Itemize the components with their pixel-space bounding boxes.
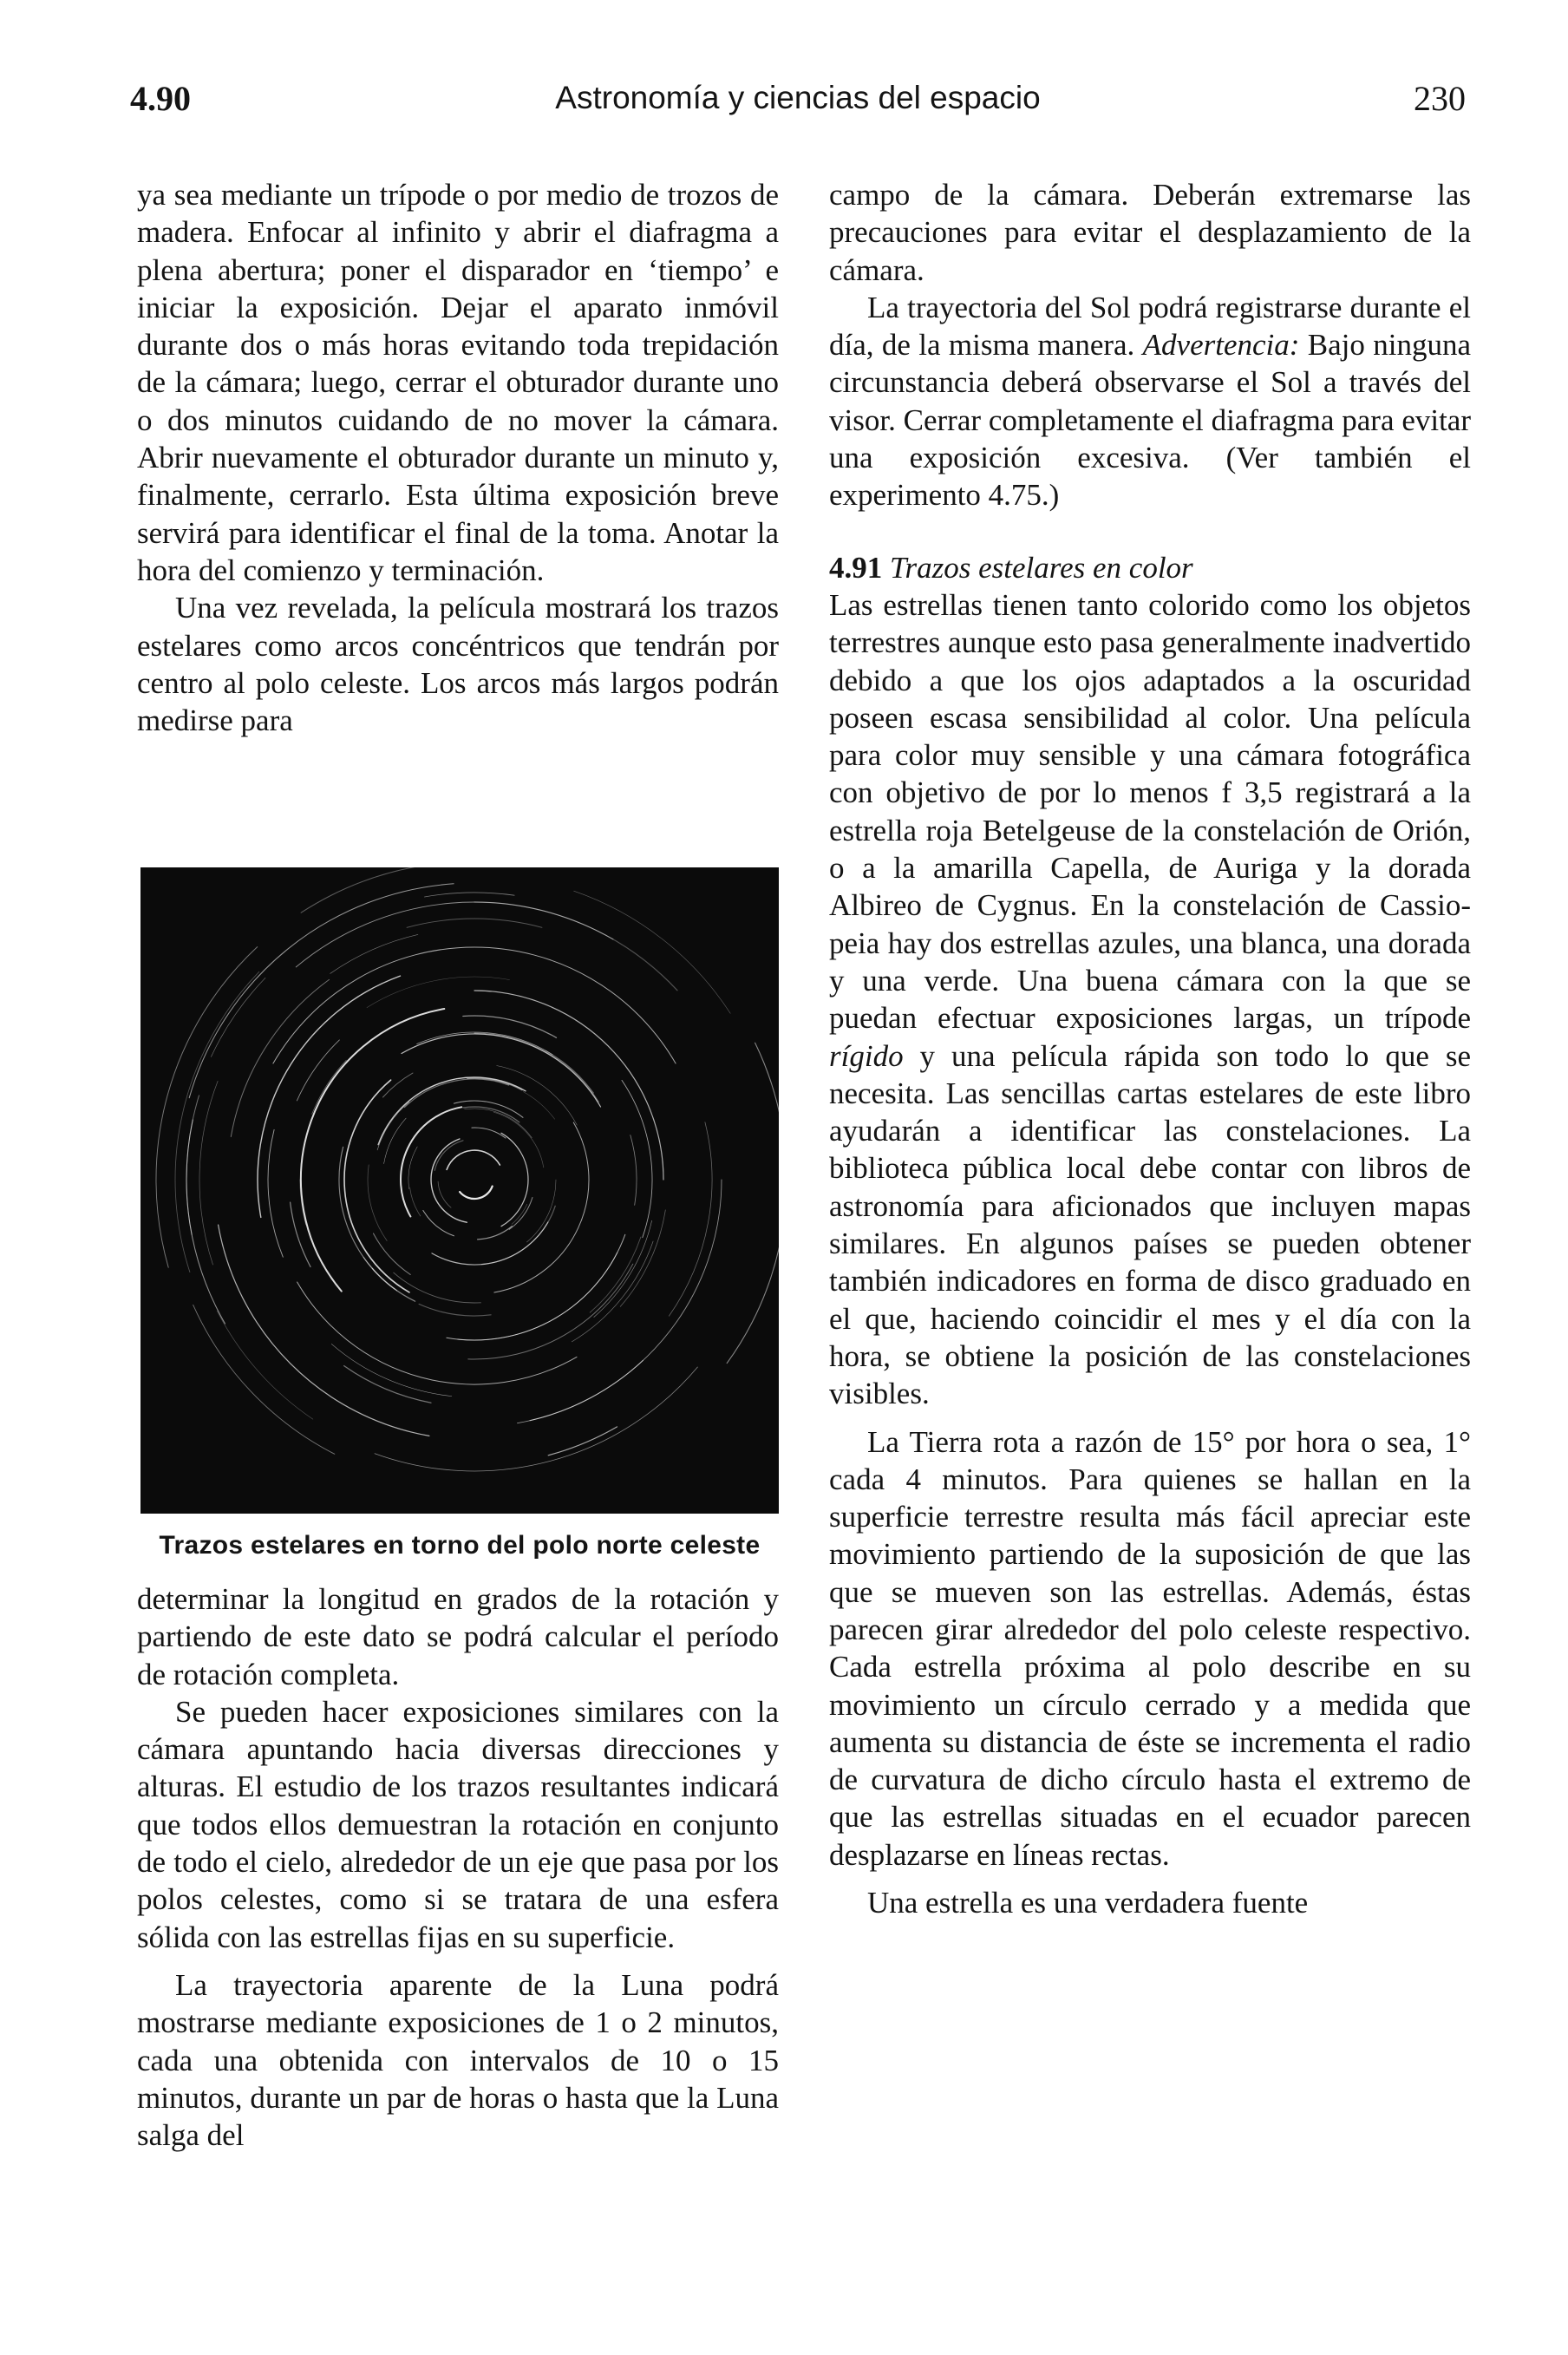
- star-trail-arc: [518, 1180, 722, 1423]
- paragraph-text: Las estrellas tienen tanto colorido como los objetos terrestres aunque esto pasa generalmente inadvertido debido a que los ojos adaptados a la oscuridad poseen escasa sensibilidad al color. Una película para color muy sensible y una cámara fotográfica con objetivo de por lo menos f 3,5 registrará a la estrella roja Betelgeuse de la constelación de Orión, o a la amarilla Capella, de Auriga y la dorada Albireo de Cygnus. En la constelación de Cassiopeia hay dos estrellas azules, una blanca, una dorada y una verde. Una buena cámara con la que se puedan efectuar exposiciones largas, un trípode: [829, 587, 1471, 1036]
- section-heading: [829, 549, 1471, 586]
- star-trail-arc: [474, 902, 677, 991]
- star-trail-arc: [368, 1165, 387, 1241]
- star-trail-arc: [468, 1264, 633, 1359]
- right-column: [829, 176, 1471, 1921]
- left-column-top: [137, 176, 779, 739]
- star-trail-arc: [339, 1147, 397, 1291]
- star-trail-arc: [669, 1122, 712, 1317]
- star-trail-arc: [377, 1102, 409, 1149]
- star-trail-arc: [219, 1225, 429, 1436]
- star-trail-arc: [199, 1081, 218, 1265]
- header-section-number: 4.90: [130, 79, 191, 118]
- star-trail-arc: [425, 893, 515, 897]
- star-trail-arc: [268, 1129, 283, 1257]
- paragraph: determinar la longitud en grados de la rotación y partiendo de este dato se podrá calcular el período de rotación completa.: [137, 1582, 779, 1691]
- paragraph: Se pueden hacer exposiciones similares con la cámara apuntando hacia diversas direcciones y alturas. El estudio de los trazos resultantes indicará que todos ellos demuestran la rotación en conjunto de todo el cielo, alrededor de un eje que pasa por los polos celestes, como si se tratara de una esfera sólida con las estrellas fijas en su superficie.: [137, 1694, 779, 1954]
- star-trail-arc: [478, 1227, 513, 1240]
- star-trail-arc: [509, 1198, 532, 1230]
- star-trail-arc: [408, 1147, 417, 1189]
- paragraph-text: La trayectoria del Sol podrá registrarse durante el día, de la misma manera.: [829, 290, 1471, 363]
- star-trail-arc: [296, 902, 613, 967]
- star-trail-arc: [193, 1305, 335, 1454]
- star-trail-arc: [410, 1187, 421, 1216]
- star-trail-arc: [402, 1034, 601, 1107]
- star-trail-arc: [530, 1360, 643, 1420]
- paragraph: La trayectoria aparente de la Luna podrá mostrarse mediante exposiciones de 1 o 2 minutos, cada una obtenida con intervalos de 10 o 15 minutos, durante un par de horas o hasta que la Luna salga del: [137, 1967, 779, 2153]
- star-trail-arc: [572, 1241, 653, 1342]
- star-trail-arc: [189, 884, 454, 1098]
- star-trail-arc: [472, 1128, 506, 1138]
- star-trail-arc: [394, 1272, 481, 1303]
- star-trail-arc: [630, 1135, 637, 1206]
- paragraph: ya sea mediante un trípode o por medio de trozos de madera. Enfocar al infinito y abrir el diafragma a plena abertura; poner el disparador en ‘tiempo’ e iniciar la exposición. Dejar el aparato inmóvil durante dos o más horas evitando toda trepidación de la cámara; luego, cerrar el obturador durante uno o dos minutos cuidando de no mover la cámara. Abrir nuevamente el obturador durante un minuto y, finalmente, cerrarlo. Esta última exposición breve servirá para identificar el final de la toma. Anotar la hora del comienzo y terminación.: [137, 178, 779, 587]
- warning-label: Advertencia:: [1142, 328, 1300, 363]
- star-trail-arc: [447, 1234, 625, 1340]
- star-trail-arc: [590, 1237, 641, 1312]
- paragraph-text: y una película rápida son todo lo que se necesita. Las sencillas cartas estelares de este libro ayudarán a identificar las constelaciones. La biblioteca pública local debe contar con libros de astronomía para aficionados que incluyen mapas similares. En algunos países se pueden obtener también indicadores en forma de disco graduado en el que, haciendo coincidir el mes y el día con la hora, se obtiene la posición de las constelaciones visibles.: [829, 1038, 1471, 1411]
- star-trail-arc: [407, 919, 542, 927]
- emphasis-text: rígido: [829, 1038, 904, 1073]
- star-trail-arc: [383, 1073, 414, 1097]
- star-trail-arc: [460, 1187, 493, 1200]
- star-trail-arc: [463, 1107, 519, 1122]
- star-trails-photo: [140, 867, 779, 1514]
- star-trail-arc: [419, 1304, 491, 1316]
- star-trail-arc: [447, 1150, 500, 1169]
- figure-caption: Trazos estelares en torno del polo norte celeste: [159, 1531, 761, 1560]
- star-trail-arc: [330, 934, 418, 973]
- star-trail-arc: [217, 1311, 312, 1419]
- star-trail-arc: [727, 1043, 779, 1363]
- paragraph: Una vez revelada, la película mostrará los trazos estelares como arcos concéntricos que tendrán por centro al polo celeste. Los arcos más largos podrán medirse para: [137, 591, 779, 738]
- header-book-title: Astronomía y ciencias del espacio: [555, 80, 1041, 115]
- page-header: [130, 78, 1466, 127]
- paragraph: campo de la cámara. Deberán extremarse las precauciones para evitar el desplazamiento de la cámara.: [829, 178, 1471, 287]
- star-trail-arc: [620, 1210, 665, 1306]
- paragraph: [829, 289, 1471, 514]
- star-trail-arc: [494, 1122, 589, 1292]
- star-trail-arc: [301, 867, 425, 913]
- star-trail-arc: [523, 1092, 554, 1120]
- star-trail-arc: [574, 891, 731, 1013]
- star-trail-arc: [401, 1107, 461, 1216]
- star-trail-arc: [454, 1101, 523, 1117]
- star-trail-arc: [186, 1120, 225, 1324]
- star-trail-arc: [501, 1133, 528, 1226]
- paragraph: Una estrella es una verdadera fuente: [867, 1886, 1309, 1920]
- star-trail-arc: [431, 1139, 467, 1222]
- star-trails-image: [140, 867, 779, 1514]
- star-trail-arc: [175, 971, 259, 1272]
- section-number: 4.91: [829, 550, 883, 585]
- header-page-number: 230: [1414, 79, 1466, 118]
- paragraph-text: Bajo ninguna circunstancia deberá observarse el Sol a través del visor. Cerrar completamente el diafragma para evitar una exposición excesiva. (Ver también el experimento 4.75.): [829, 328, 1471, 513]
- star-trail-arc: [474, 991, 663, 1180]
- star-trail-arc: [258, 976, 400, 1217]
- star-trail-arc: [301, 1009, 444, 1292]
- star-trail-arc: [417, 1032, 552, 1055]
- star-trail-arc: [363, 1258, 395, 1290]
- paragraph: [829, 586, 1471, 1413]
- star-trail-arc: [291, 1202, 310, 1266]
- star-trail-arc: [493, 1112, 544, 1168]
- star-trail-arc: [497, 1066, 578, 1126]
- star-trail-arc: [344, 1080, 409, 1292]
- star-trail-arc: [438, 1181, 451, 1207]
- star-trail-arc: [548, 1427, 617, 1456]
- star-trail-arc: [367, 977, 510, 1008]
- star-trail-arc: [344, 1366, 431, 1403]
- star-trail-arc: [297, 1040, 339, 1101]
- left-column-bottom: [137, 1580, 779, 2154]
- star-trail-arc: [423, 1211, 454, 1236]
- star-trail-arc: [467, 1078, 522, 1090]
- section-title: Trazos estelares en color: [890, 550, 1193, 585]
- star-trail-arc: [482, 1206, 556, 1264]
- star-trail-arc: [474, 1033, 598, 1102]
- paragraph: La Tierra rota a razón de 15° por hora o sea, 1° cada 4 minutos. Para quienes se hallan en la superficie terrestre resulta más fácil apreciar este movimiento partiendo de la suposición de que las que se mueven son las estrellas. Además, éstas parecen girar alrededor del polo celeste respectivo. Cada estrella próxima al polo describe en su movimiento un círculo cerrado y a medida que aumenta su distancia de éste se incrementa el radio de curvatura de dicho círculo hasta el extremo de que las estrellas situadas en el ecuador parecen desplazarse en líneas rectas.: [829, 1424, 1471, 1872]
